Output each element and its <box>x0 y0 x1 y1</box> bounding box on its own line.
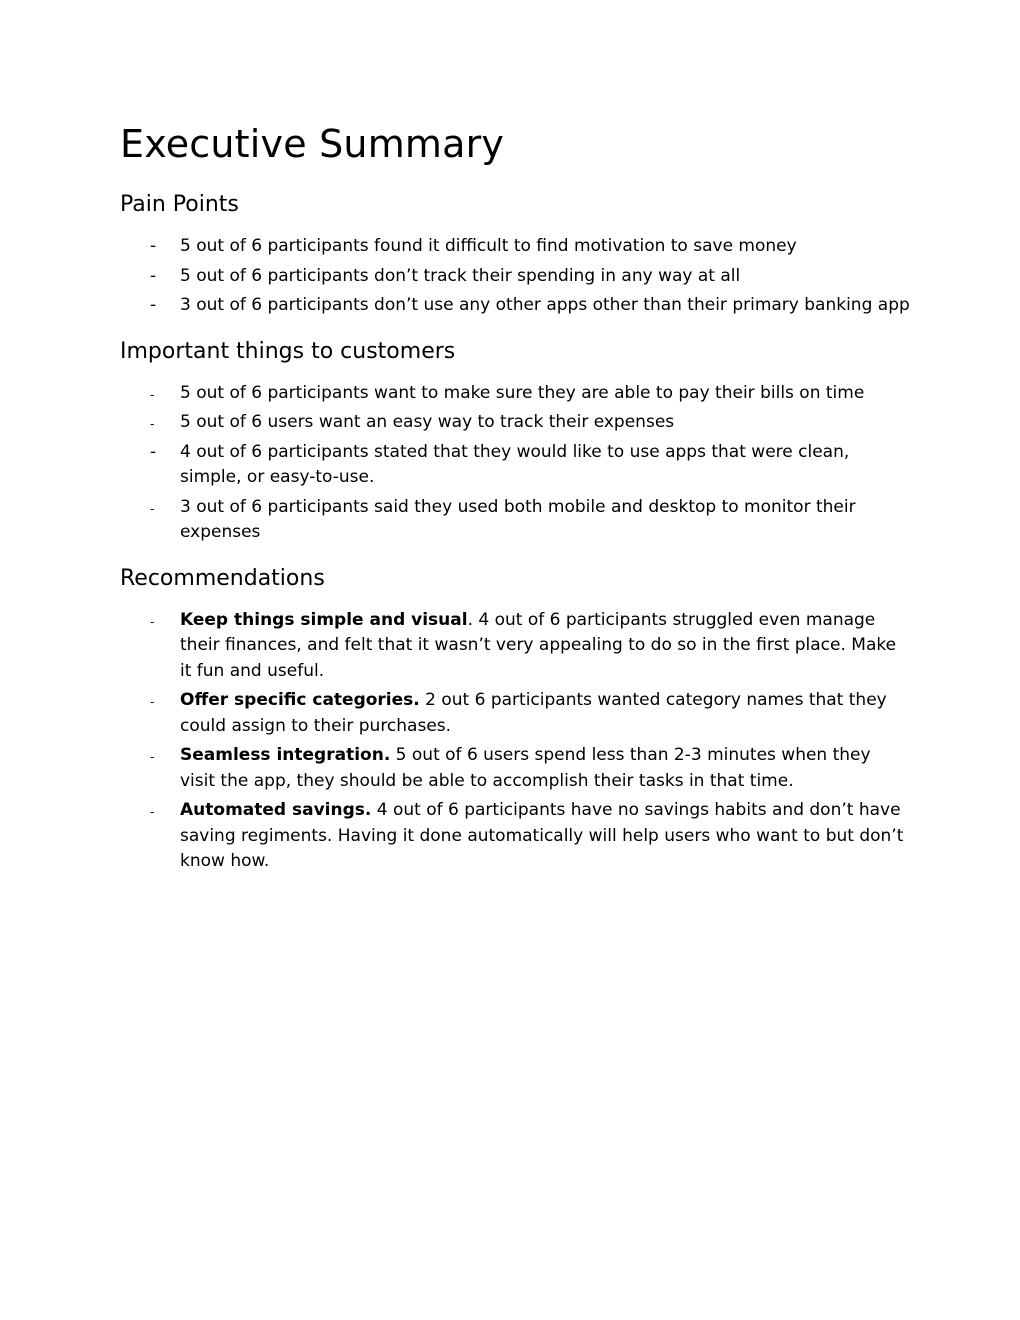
bullet-dash: - <box>150 441 157 462</box>
recommendation-title: Seamless integration. <box>180 745 391 765</box>
recommendations-list <box>120 608 910 875</box>
list-item <box>120 293 910 319</box>
list-item-text: 4 out of 6 participants stated that they would like to use apps that were clean, simple, or easy-to-use. <box>180 441 850 487</box>
bullet-dash: - <box>150 750 155 764</box>
recommendations-heading: Recommendations <box>120 565 325 591</box>
list-item <box>120 264 910 290</box>
recommendation-text: . 4 out of 6 participants struggled even manage their finances, and felt that it wasn’t very appealing to do so in the first place. Make it fun and useful. <box>180 609 897 681</box>
list-item-text: 5 out of 6 participants don’t track their spending in any way at all <box>180 265 741 286</box>
document-page <box>120 118 910 893</box>
recommendation-text: 5 out of 6 users spend less than 2-3 minutes when they visit the app, they should be able to accomplish their tasks in that time. <box>180 745 871 791</box>
bullet-dash: - <box>150 501 155 516</box>
pain-points-list <box>120 234 910 319</box>
list-item <box>120 410 910 436</box>
recommendation-title: Keep things simple and visual <box>180 609 468 630</box>
bullet-dash: - <box>150 805 155 819</box>
important-things-section <box>120 337 910 546</box>
list-item <box>120 495 910 546</box>
list-item-text: 3 out of 6 participants said they used both mobile and desktop to monitor their expenses <box>180 496 856 542</box>
important-things-list <box>120 381 910 546</box>
recommendations-section <box>120 564 910 875</box>
document-title: Executive Summary <box>120 122 505 166</box>
list-item <box>120 234 910 260</box>
list-item <box>120 608 910 685</box>
bullet-dash: - <box>150 417 155 431</box>
bullet-dash: - <box>150 236 157 256</box>
bullet-dash: - <box>150 295 157 315</box>
pain-points-section <box>120 190 910 319</box>
recommendation-title: Automated savings. <box>180 800 372 820</box>
recommendation-text: 2 out 6 participants wanted category names that they could assign to their purchases. <box>180 690 887 736</box>
pain-points-heading: Pain Points <box>120 192 239 217</box>
list-item-text: 5 out of 6 participants found it difficult to find motivation to save money <box>180 236 797 256</box>
bullet-dash: - <box>150 614 155 629</box>
important-things-heading: Important things to customers <box>120 338 456 364</box>
list-item <box>120 798 910 875</box>
list-item <box>120 743 910 794</box>
list-item-text: 5 out of 6 participants want to make sure they are able to pay their bills on time <box>180 382 865 403</box>
list-item-text: 3 out of 6 participants don’t use any other apps other than their primary banking app <box>180 295 910 315</box>
list-item-text: 5 out of 6 users want an easy way to track their expenses <box>180 412 675 432</box>
list-item <box>120 688 910 739</box>
bullet-dash: - <box>150 265 157 286</box>
bullet-dash: - <box>150 695 155 709</box>
recommendation-text: 4 out of 6 participants have no savings habits and don’t have saving regiments. Having it done automatically will help users who want to but don’t know how. <box>180 800 904 871</box>
recommendation-title: Offer specific categories. <box>180 690 420 710</box>
bullet-dash: - <box>150 387 155 402</box>
list-item <box>120 440 910 491</box>
list-item <box>120 381 910 407</box>
